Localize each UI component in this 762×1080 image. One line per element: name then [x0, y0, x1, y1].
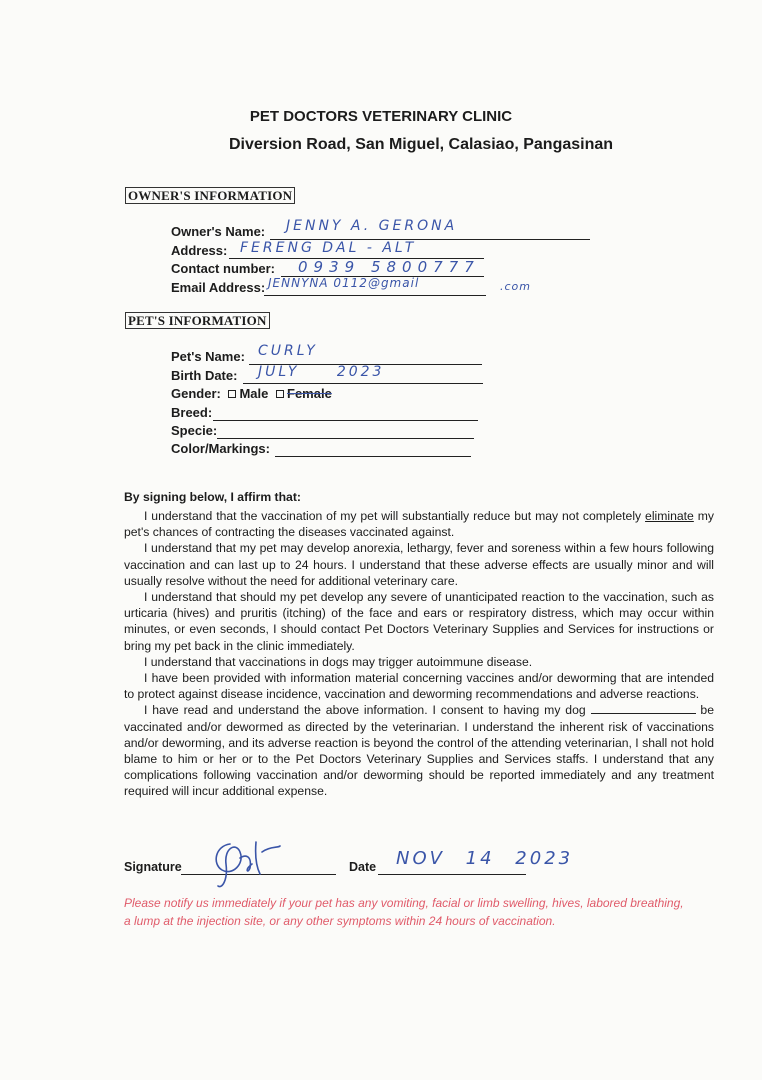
owner-address-field[interactable]	[171, 243, 227, 261]
owner-address-label: Address:	[171, 243, 228, 258]
gender-male-label: Male	[239, 386, 269, 401]
breed-label: Breed:	[171, 405, 213, 420]
pet-name-field[interactable]	[171, 349, 245, 367]
breed-line	[213, 420, 478, 421]
gender-field	[171, 386, 332, 404]
notice-text: Please notify us immediately if your pet has any vomiting, facial or limb swelling, hives, labored breathing, a lump at the injection site, or any other symptoms within 24 hours of vaccination.	[124, 896, 684, 928]
clinic-name: PET DOCTORS VETERINARY CLINIC	[249, 108, 513, 125]
contact-number-field[interactable]	[171, 261, 275, 279]
color-markings-line	[275, 456, 471, 457]
date-line[interactable]	[378, 874, 526, 875]
consent-paragraph-4: I understand that vaccinations in dogs may trigger autoimmune disease.	[144, 654, 533, 669]
owner-section-title: OWNER'S INFORMATION	[125, 187, 295, 204]
email-label: Email Address:	[171, 280, 266, 295]
contact-number-value: 0939 5800777	[298, 258, 480, 276]
date-label: Date	[349, 860, 377, 874]
specie-field[interactable]	[171, 423, 217, 441]
pet-name-value: CURLY	[258, 343, 318, 359]
eliminate-underlined: eliminate	[645, 509, 694, 523]
email-suffix: .com	[500, 280, 531, 293]
email-line	[264, 295, 486, 296]
color-markings-field[interactable]	[171, 441, 270, 459]
consent-paragraph-2: I understand that my pet may develop anorexia, lethargy, fever and soreness within a few hours following vaccination and can last up to 24 hours. I understand that these adverse effects are usually minor and will usually resolve without the need for additional veterinary care.	[124, 541, 714, 588]
birth-date-line	[243, 383, 483, 384]
email-value: JENNYNA 0112@gmail	[268, 276, 420, 290]
signature-label: Signature	[124, 860, 182, 874]
email-field[interactable]	[171, 280, 265, 298]
owner-name-label: Owner's Name:	[171, 224, 266, 239]
contact-number-label: Contact number:	[171, 261, 275, 276]
consent-paragraph-6: I have read and understand the above information. I consent to having my dog be vaccinated and/or dewormed as directed by the veterinarian. I understand the inherent risk of vaccinations and/or deworming, and its adverse reaction is beyond the control of the attending veterinarian, I shall not hold blame to him or her or to the Pet Doctors Veterinary Supplies and Services staffs. I understand that any complications following vaccination and/or deworming should be reported immediately and any treatment required will incur additional expense.	[124, 703, 714, 799]
breed-field[interactable]	[171, 405, 212, 423]
birth-date-field[interactable]	[171, 368, 237, 386]
gender-label: Gender:	[171, 386, 221, 401]
gender-male-checkbox[interactable]	[228, 390, 236, 398]
owner-address-value: FERENG DAL - ALT	[240, 240, 417, 256]
date-value: NOV 14 2023	[396, 848, 574, 869]
owner-name-value: JENNY A. GERONA	[286, 218, 458, 234]
clinic-address: Diversion Road, San Miguel, Calasiao, Pangasinan	[228, 136, 614, 153]
pet-section-title: PET'S INFORMATION	[125, 312, 270, 329]
specie-line	[217, 438, 474, 439]
consent-paragraph-1: I understand that the vaccination of my pet will substantially reduce but may not completely eliminate my pet's chances of contracting the diseases vaccinated against.	[124, 509, 714, 540]
consent-body	[124, 508, 714, 800]
gender-female-label: Female	[287, 386, 332, 401]
affirm-heading: By signing below, I affirm that:	[124, 490, 301, 504]
birth-date-value: JULY 2023	[258, 364, 385, 380]
handwritten-signature	[200, 834, 300, 894]
specie-label: Specie:	[171, 423, 218, 438]
gender-female-checkbox[interactable]	[276, 390, 284, 398]
pet-name-label: Pet's Name:	[171, 349, 245, 364]
consent-paragraph-3: I understand that should my pet develop any severe of unanticipated reaction to the vaccination, such as urticaria (hives) and pruritis (itching) of the face and ears or respiratory distress, which may occur within minutes, or even seconds, I should contact Pet Doctors Veterinary Supplies and Services for instructions or bring my pet back in the clinic immediately.	[124, 590, 714, 653]
consent-paragraph-5: I have been provided with information material concerning vaccines and/or deworming that are intended to protect against disease incidence, vaccination and deworming recommendations and adverse reactions.	[124, 671, 714, 702]
birth-date-label: Birth Date:	[171, 368, 238, 383]
dog-name-blank[interactable]	[591, 703, 696, 714]
color-markings-label: Color/Markings:	[171, 441, 270, 456]
